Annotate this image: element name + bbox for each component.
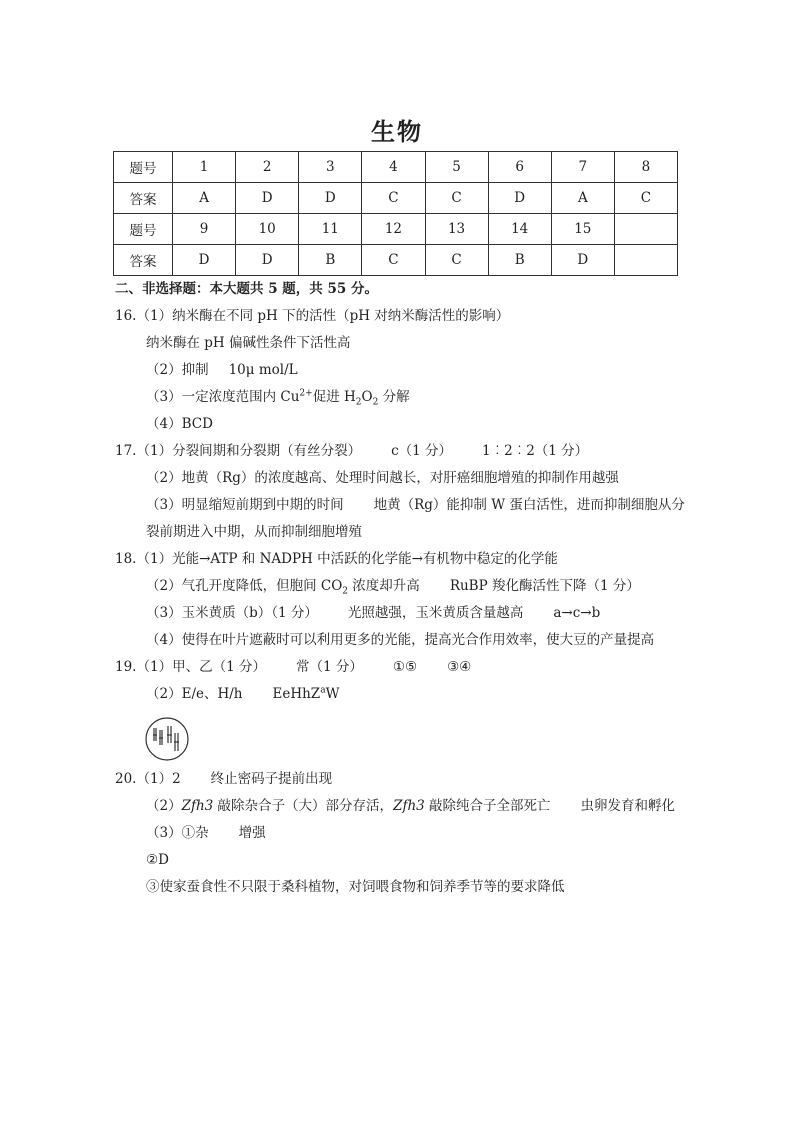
table-cell: 5 (425, 152, 488, 183)
table-cell: B (299, 245, 362, 276)
table-cell: C (362, 245, 425, 276)
q20-line-4: ②D (146, 852, 169, 868)
q20-line-5: ③使家蚕食性不只限于桑科植物，对饲喂食物和饲养季节等的要求降低 (146, 879, 565, 895)
q20-line-2: （2）Zfh3 敲除杂合子（大）部分存活，Zfh3 敲除纯合子全部死亡 虫卵发育和孵化 (146, 798, 676, 814)
row-header: 答案 (114, 183, 173, 214)
q18-line-2: （2）气孔开度降低，但胞间 $CO_2$ 浓度却升高 RuBP 羧化酶活性下降（1 分） (146, 578, 640, 597)
table-cell (614, 245, 677, 276)
table-row (114, 183, 678, 214)
table-cell: C (614, 183, 677, 214)
q16-line-5: （4）BCD (146, 416, 213, 432)
table-cell (614, 214, 677, 245)
section-heading: 二、非选择题：本大题共 5 题，共 55 分。 (115, 281, 378, 297)
table-row (114, 214, 678, 245)
table-cell: C (425, 183, 488, 214)
table-cell: 3 (299, 152, 362, 183)
table-cell: D (551, 245, 614, 276)
table-cell: 10 (236, 214, 299, 245)
q19-number: 19. (115, 659, 137, 675)
row-header: 题号 (114, 214, 173, 245)
table-cell: D (299, 183, 362, 214)
q18-line-1: 18.（1）光能→ATP 和 NADPH 中活跃的化学能→有机物中稳定的化学能 (115, 551, 558, 567)
table-cell: C (425, 245, 488, 276)
page-title: 生物 (371, 117, 423, 146)
table-cell: 12 (362, 214, 425, 245)
table-cell: D (173, 245, 236, 276)
q20-line-1: 20.（1）2 终止密码子提前出现 (115, 771, 333, 787)
table-cell: A (551, 183, 614, 214)
q16-line-4: （3）一定浓度范围内 $Cu^{2+}$促进 $H_2O_2$ 分解 (146, 388, 410, 408)
table-cell: 13 (425, 214, 488, 245)
q16-line-2: 纳米酶在 pH 偏碱性条件下活性高 (146, 335, 351, 351)
q19-line-1: 19.（1）甲、乙（1 分） 常（1 分） ①⑤ ③④ (115, 659, 472, 675)
table-cell: D (488, 183, 551, 214)
table-cell: 8 (614, 152, 677, 183)
table-cell: B (488, 245, 551, 276)
table-cell: 6 (488, 152, 551, 183)
q16-line-1: 16.（1）纳米酶在不同 pH 下的活性（pH 对纳米酶活性的影响） (115, 308, 510, 324)
cell-chromosome-diagram (142, 715, 192, 763)
q17-line-2: （2）地黄（Rg）的浓度越高、处理时间越长，对肝癌细胞增殖的抑制作用越强 (146, 470, 619, 486)
table-cell: 1 (173, 152, 236, 183)
table-cell: C (362, 183, 425, 214)
q18-line-3: （3）玉米黄质（b）（1 分） 光照越强，玉米黄质含量越高 a→c→b (146, 605, 601, 621)
q20-line-3: （3）①杂 增强 (146, 825, 266, 841)
answer-key-table (113, 151, 678, 276)
table-row (114, 245, 678, 276)
q19-line-2: （2）E/e、H/h EeHhZ$^a$W (146, 685, 340, 702)
q17-line-1: 17.（1）分裂间期和分裂期（有丝分裂） c（1 分） 1︰2︰2（1 分） (115, 443, 589, 459)
row-header: 题号 (114, 152, 173, 183)
q18-number: 18. (115, 551, 137, 567)
table-cell: 11 (299, 214, 362, 245)
q17-number: 17. (115, 443, 137, 459)
q16-number: 16. (115, 308, 137, 324)
table-row (114, 152, 678, 183)
q16-line-3: （2）抑制 10μ mol/L (146, 362, 298, 378)
q17-line-3: （3）明显缩短前期到中期的时间 地黄（Rg）能抑制 W 蛋白活性，进而抑制细胞从分 (146, 497, 685, 513)
table-cell: D (236, 183, 299, 214)
table-cell: 9 (173, 214, 236, 245)
q17-line-4: 裂前期进入中期，从而抑制细胞增殖 (146, 524, 362, 540)
table-cell: 4 (362, 152, 425, 183)
table-cell: D (236, 245, 299, 276)
table-cell: 7 (551, 152, 614, 183)
table-cell: A (173, 183, 236, 214)
table-cell: 14 (488, 214, 551, 245)
table-cell: 15 (551, 214, 614, 245)
row-header: 答案 (114, 245, 173, 276)
q18-line-4: （4）使得在叶片遮蔽时可以利用更多的光能，提高光合作用效率，使大豆的产量提高 (146, 632, 655, 648)
q20-number: 20. (115, 771, 137, 787)
table-cell: 2 (236, 152, 299, 183)
